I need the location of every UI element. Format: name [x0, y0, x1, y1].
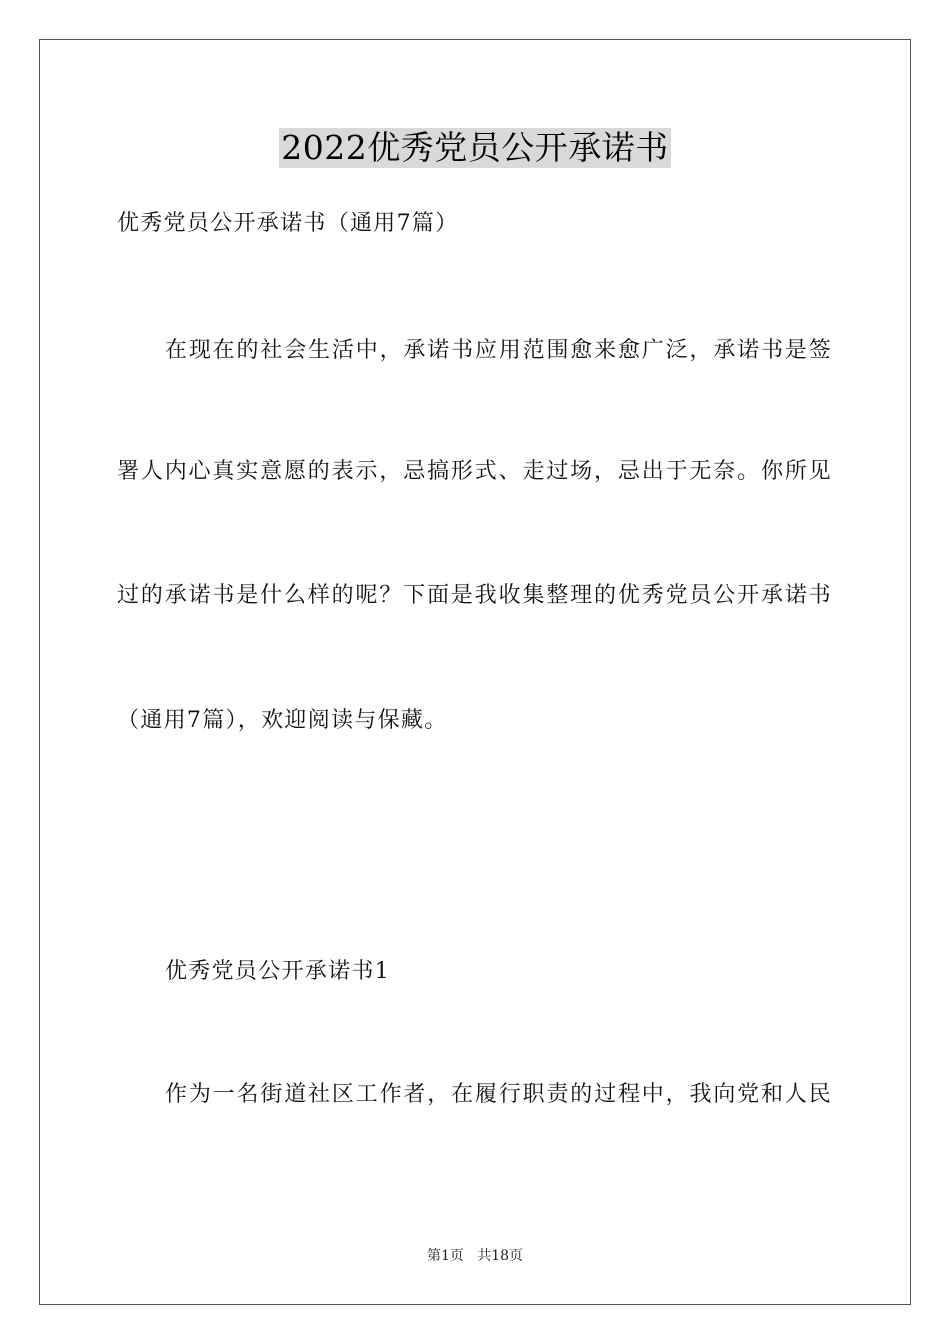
intro-line-4: （通用7篇），欢迎阅读与保藏。 [117, 708, 448, 733]
title-container [0, 128, 950, 168]
body-line: 作为一名街道社区工作者，在履行职责的过程中，我向党和人民 [165, 1082, 832, 1107]
document-subtitle: 优秀党员公开承诺书（通用7篇） [117, 211, 459, 236]
page-footer: 第1页 共18页 [426, 1248, 524, 1264]
intro-line-2: 署人内心真实意愿的表示，忌搞形式、走过场，忌出于无奈。你所见 [117, 459, 832, 484]
intro-line-1: 在现在的社会生活中，承诺书应用范围愈来愈广泛，承诺书是签 [165, 338, 832, 363]
document-title: 2022优秀党员公开承诺书 [281, 128, 669, 167]
intro-line-3: 过的承诺书是什么样的呢？下面是我收集整理的优秀党员公开承诺书 [117, 583, 832, 608]
section-heading: 优秀党员公开承诺书1 [165, 959, 390, 984]
